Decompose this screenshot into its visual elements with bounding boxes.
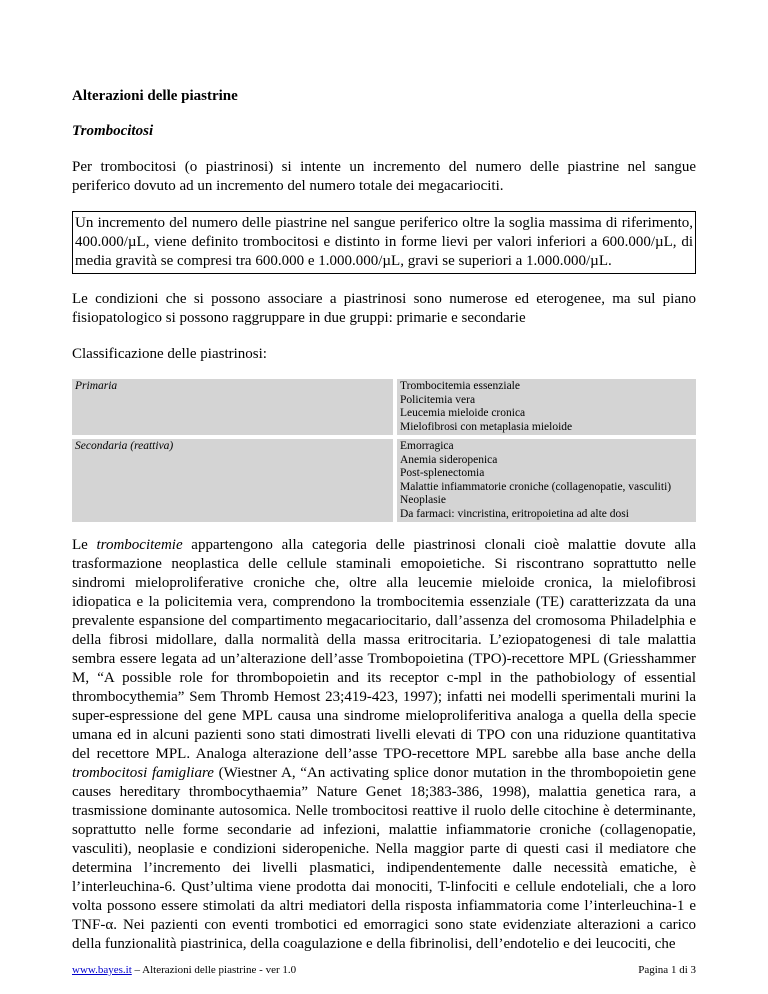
classification-item: Trombocitemia essenziale (400, 380, 520, 392)
footer-left (72, 964, 296, 977)
classification-items (397, 379, 696, 435)
section-subheading: Trombocitosi (72, 123, 154, 139)
trombocitemie-paragraph (72, 536, 696, 954)
footer-link[interactable]: www.bayes.it (72, 964, 132, 976)
footer-text: – Alterazioni delle piastrine - ver 1.0 (131, 964, 297, 976)
classification-table (72, 375, 696, 526)
classification-item: Neoplasie (400, 494, 446, 506)
classification-item: Policitemia vera (400, 393, 476, 406)
classification-category: Secondaria (reattiva) (72, 439, 393, 522)
document-body (72, 88, 696, 954)
page-number: Pagina 1 di 3 (638, 964, 696, 976)
definition-text: Un incremento del numero delle piastrine nel sangue periferico oltre la soglia massima di riferimento, 400.000/µL, viene definito trombocitosi e distinto in forme lievi per valori inferiori a 600.000/µL, di media gravità se compresi tra 600.000 e 1.000.000/µL, gravi se superiori a 1.000.000/µL. (75, 215, 693, 269)
conditions-paragraph: Le condizioni che si possono associare a piastrinosi sono numerose ed eterogenee, ma sul piano fisiopatologico si possono raggruppare in due gruppi: primarie e secondarie (72, 291, 696, 326)
long-text-2: trombocitemie (96, 537, 183, 553)
classification-caption: Classificazione delle piastrinosi: (72, 346, 267, 362)
long-text-5: (Wiestner A, “An activating splice donor mutation in the thrombopoietin gene causes hereditary thrombocythaemia” Nature Genet 18;383-386, 1998), malattia genetica rara, a trasmissione dominante autosomica. Nelle trombocitosi reattive il ruolo delle citochine è determinante, soprattutto nelle forme secondarie ad infezioni, malattie infiammatorie croniche (collagenopatie, vasculiti), neoplasie e condizioni sideropeniche. Nella maggior parte di questi casi il mediatore che determina l’incremento dei livelli plasmatici, indipendentemente dalle necessità ematiche, è l’interleuchina-6. Qust’ultima viene prodotta dai monociti, T-linfociti e cellule endoteliali, che a loro volta possono essere stimolati da altri mediatori della risposta infiammatoria come l’interleuchina-1 e TNF-α. Nei pazienti con eventi trombotici ed emorragici sono state evidenziate alterazioni a carico della funzionalità piastrinica, della coagulazione e della fibrinolisi, dell’endotelio e dei leucociti, che (72, 765, 696, 952)
table-row (72, 379, 696, 435)
document-heading: Alterazioni delle piastrine (72, 88, 238, 104)
long-text-1: Le (72, 537, 97, 553)
classification-item: Anemia sideropenica (400, 453, 498, 466)
long-text-4: trombocitosi famigliare (72, 765, 214, 781)
classification-item: Leucemia mieloide cronica (400, 407, 526, 419)
classification-items (397, 439, 696, 522)
classification-item: Da farmaci: vincristina, eritropoietina ad alte dosi (400, 507, 629, 520)
definition-box (72, 211, 696, 274)
intro-paragraph: Per trombocitosi (o piastrinosi) si intente un incremento del numero delle piastrine nel sangue periferico dovuto ad un incremento del numero totale dei megacariociti. (72, 159, 696, 194)
classification-item: Post-splenectomia (400, 467, 485, 479)
long-text-3: appartengono alla categoria delle piastrinosi clonali cioè malattie dovute alla trasformazione neoplastica delle cellule staminali emopoietiche. Si riscontrano soprattutto nelle sindromi mieloproliferative croniche che, oltre alla leucemie mieloide cronica, la mielofibrosi idiopatica e la policitemia vera, comprendono la trombocitemia essenziale (TE) caratterizzata da una prevalente espansione del compartimento megacariocitario, dall’assenza del cromosoma Philadelphia e della fibrosi midollare, dalla normalità della massa eritrocitaria. L’eziopatogenesi di tale malattia sembra essere legata ad un’alterazione dell’asse Trombopoietina (TPO)-recettore MPL (Griesshammer M, “A possible role for thrombopoietin and its receptor c-mpl in the pathobiology of essential thrombocythemia” Sem Thromb Hemost 23;419-423, 1997); infatti nei modelli sperimentali murini la super-espressione del gene MPL causa una sindrome mieloproliferitiva analoga a quella della specie umana ed in alcuni pazienti sono stati dimostrati livelli elevati di TPO con una riduzione quantitativa del recettore MPL. Analoga alterazione dell’asse TPO-recettore MPL sarebbe alla base anche della (72, 537, 696, 762)
table-row (72, 439, 696, 522)
classification-item: Mielofibrosi con metaplasia mieloide (400, 420, 573, 433)
classification-item: Malattie infiammatorie croniche (collagenopatie, vasculiti) (400, 480, 672, 493)
classification-item: Emorragica (400, 440, 454, 452)
classification-category: Primaria (72, 379, 393, 435)
